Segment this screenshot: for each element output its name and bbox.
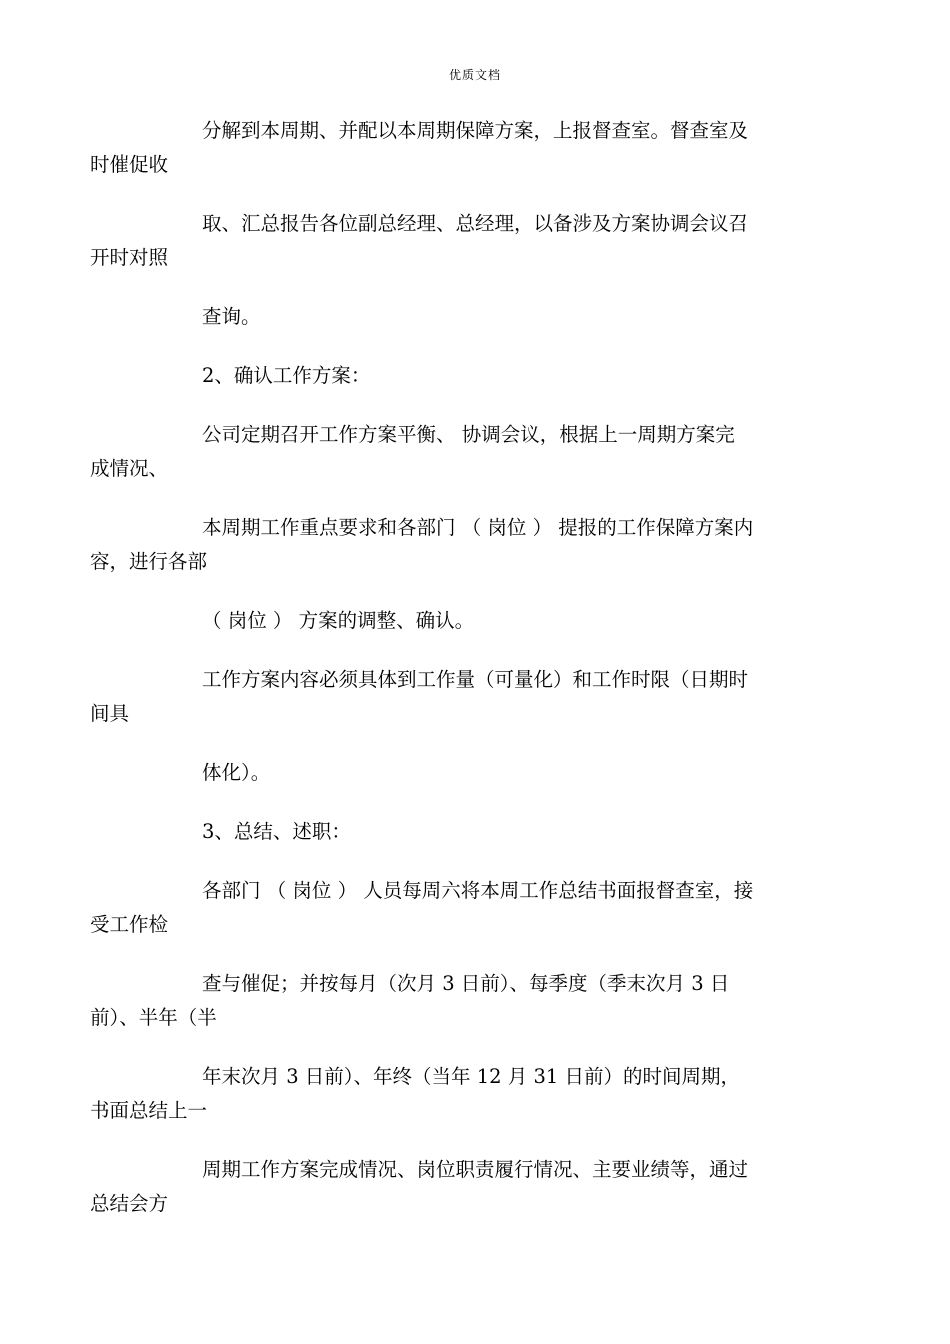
paragraph: [90, 511, 806, 579]
paragraph: [146, 300, 806, 334]
paragraph-line: 本周期工作重点要求和各部门 （ 岗位 ） 提报的工作保障方案内: [202, 516, 754, 539]
paragraph-line: 体化）。: [202, 761, 271, 784]
paragraph-line: 容，进行各部: [90, 550, 208, 573]
paragraph: [90, 207, 806, 275]
paragraph-line: 取、汇总报告各位副总经理、总经理，以备涉及方案协调会议召: [202, 212, 749, 235]
paragraph-line: 周期工作方案完成情况、岗位职责履行情况、主要业绩等，通过: [202, 1158, 749, 1181]
paragraph-line: 前）、半年（半: [90, 1006, 217, 1029]
paragraph-line: 公司定期召开工作方案平衡、 协调会议，根据上一周期方案完: [202, 423, 735, 446]
document-body: [90, 114, 806, 1246]
paragraph-line: 分解到本周期、并配以本周期保障方案，上报督查室。督查室及: [202, 119, 749, 142]
paragraph-line: 书面总结上一: [90, 1099, 208, 1122]
paragraph-line: 各部门 （ 岗位 ） 人员每周六将本周工作总结书面报督查室，接: [202, 879, 754, 902]
paragraph-line: 受工作检: [90, 913, 169, 936]
paragraph-line: 3、总结、述职：: [202, 820, 351, 843]
paragraph: [90, 114, 806, 182]
paragraph-line: （ 岗位 ） 方案的调整、确认。: [202, 609, 475, 632]
paragraph: [90, 1153, 806, 1221]
paragraph-line: 查询。: [202, 305, 261, 328]
paragraph: [90, 874, 806, 942]
paragraph-line: 年末次月 3 日前）、年终（当年 12 月 31 日前）的时间周期，: [202, 1065, 740, 1088]
page-header: 优质文档: [448, 68, 501, 82]
paragraph: [90, 418, 806, 486]
section-heading: [146, 815, 806, 849]
paragraph: [146, 604, 806, 638]
paragraph-line: 时催促收: [90, 153, 169, 176]
paragraph: [90, 967, 806, 1035]
paragraph: [90, 1060, 806, 1128]
paragraph-line: 查与催促；并按每月（次月 3 日前）、每季度（季末次月 3 日: [202, 972, 730, 995]
paragraph-line: 成情况、: [90, 457, 169, 480]
paragraph-line: 总结会方: [90, 1192, 169, 1215]
paragraph-line: 开时对照: [90, 246, 169, 269]
paragraph-line: 工作方案内容必须具体到工作量（可量化）和工作时限（日期时: [202, 668, 749, 691]
paragraph-line: 间具: [90, 702, 130, 725]
paragraph: [146, 756, 806, 790]
section-heading: [146, 359, 806, 393]
paragraph: [90, 663, 806, 731]
paragraph-line: 2、确认工作方案：: [202, 364, 371, 387]
